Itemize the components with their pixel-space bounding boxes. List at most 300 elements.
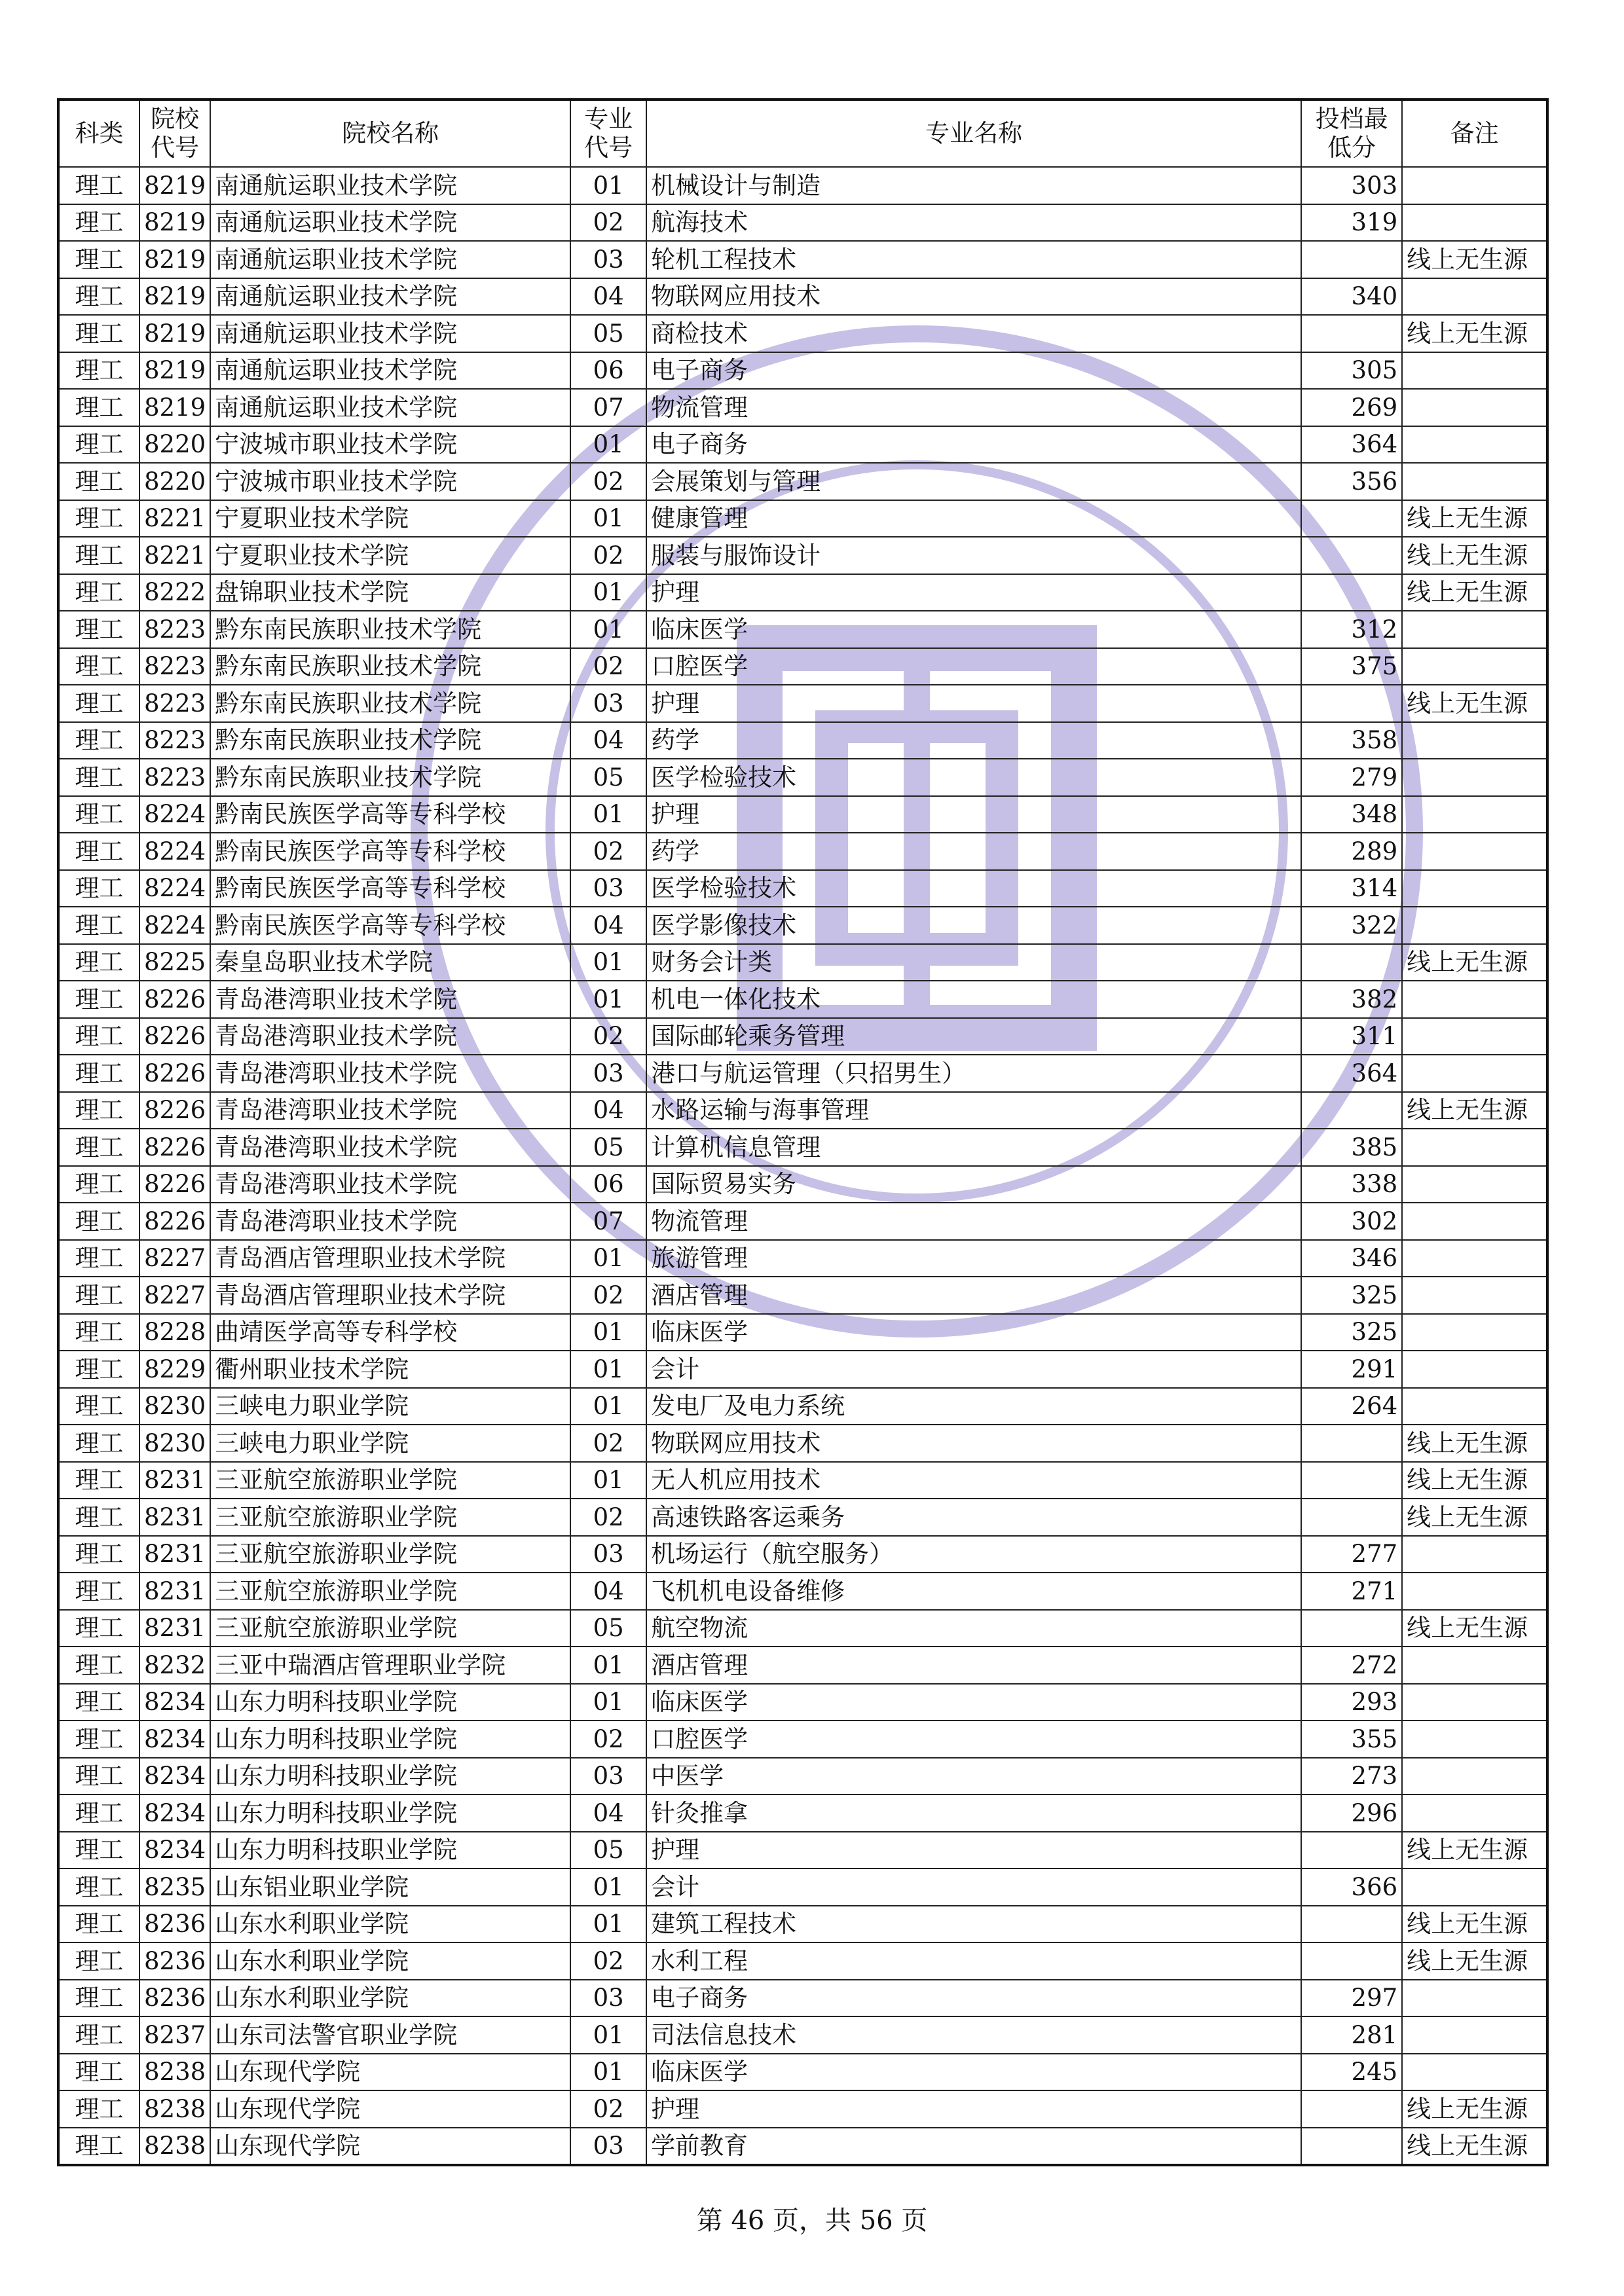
cell-school-code: 8224	[139, 907, 210, 944]
cell-major-code: 01	[570, 1647, 646, 1684]
cell-remark	[1402, 1018, 1547, 1055]
cell-major-name: 护理	[646, 2090, 1301, 2128]
table-row	[58, 537, 1547, 574]
cell-min-score	[1301, 1425, 1402, 1462]
cell-min-score: 325	[1301, 1277, 1402, 1314]
cell-major-code: 07	[570, 1203, 646, 1240]
cell-category: 理工	[58, 1129, 139, 1166]
cell-category: 理工	[58, 796, 139, 833]
cell-school-name: 三亚中瑞酒店管理职业学院	[210, 1647, 570, 1684]
cell-min-score: 312	[1301, 611, 1402, 648]
table-row	[58, 1462, 1547, 1499]
cell-major-code: 01	[570, 1906, 646, 1943]
cell-school-name: 衢州职业技术学院	[210, 1351, 570, 1388]
cell-major-name: 国际贸易实务	[646, 1166, 1301, 1203]
cell-min-score: 277	[1301, 1536, 1402, 1573]
cell-remark	[1402, 759, 1547, 796]
cell-major-code: 04	[570, 907, 646, 944]
cell-remark	[1402, 1314, 1547, 1351]
cell-min-score	[1301, 1906, 1402, 1943]
cell-major-code: 01	[570, 1351, 646, 1388]
cell-remark	[1402, 1055, 1547, 1092]
cell-major-code: 02	[570, 1499, 646, 1536]
table-row	[58, 426, 1547, 464]
cell-school-name: 山东水利职业学院	[210, 1906, 570, 1943]
cell-remark: 线上无生源	[1402, 1462, 1547, 1499]
cell-remark	[1402, 1795, 1547, 1832]
cell-school-name: 黔南民族医学高等专科学校	[210, 833, 570, 870]
cell-category: 理工	[58, 1573, 139, 1610]
cell-remark	[1402, 611, 1547, 648]
cell-min-score: 322	[1301, 907, 1402, 944]
cell-school-name: 黔南民族医学高等专科学校	[210, 796, 570, 833]
cell-min-score: 281	[1301, 2016, 1402, 2054]
cell-school-code: 8226	[139, 1129, 210, 1166]
cell-school-name: 南通航运职业技术学院	[210, 204, 570, 242]
cell-major-name: 商检技术	[646, 315, 1301, 352]
cell-category: 理工	[58, 759, 139, 796]
cell-school-code: 8236	[139, 1942, 210, 1980]
cell-major-code: 01	[570, 2016, 646, 2054]
cell-remark	[1402, 1980, 1547, 2017]
cell-school-code: 8234	[139, 1684, 210, 1721]
cell-major-name: 物联网应用技术	[646, 1425, 1301, 1462]
cell-category: 理工	[58, 611, 139, 648]
cell-remark	[1402, 278, 1547, 316]
cell-remark: 线上无生源	[1402, 2128, 1547, 2166]
table-row	[58, 1351, 1547, 1388]
cell-school-code: 8221	[139, 537, 210, 574]
table-row	[58, 1314, 1547, 1351]
cell-school-name: 黔东南民族职业技术学院	[210, 722, 570, 759]
table-row	[58, 722, 1547, 759]
cell-major-code: 02	[570, 1721, 646, 1758]
cell-major-name: 护理	[646, 685, 1301, 722]
cell-school-name: 宁波城市职业技术学院	[210, 463, 570, 500]
cell-min-score: 375	[1301, 648, 1402, 685]
cell-remark	[1402, 204, 1547, 242]
cell-school-code: 8226	[139, 1166, 210, 1203]
cell-remark: 线上无生源	[1402, 500, 1547, 538]
cell-school-code: 8227	[139, 1277, 210, 1314]
cell-school-name: 青岛酒店管理职业技术学院	[210, 1277, 570, 1314]
cell-major-name: 计算机信息管理	[646, 1129, 1301, 1166]
cell-category: 理工	[58, 574, 139, 611]
table-row	[58, 278, 1547, 316]
cell-school-name: 山东水利职业学院	[210, 1942, 570, 1980]
table-row	[58, 1055, 1547, 1092]
cell-major-code: 01	[570, 1462, 646, 1499]
table-row	[58, 1499, 1547, 1536]
cell-min-score: 364	[1301, 1055, 1402, 1092]
cell-major-name: 临床医学	[646, 1314, 1301, 1351]
cell-min-score: 279	[1301, 759, 1402, 796]
cell-major-name: 医学影像技术	[646, 907, 1301, 944]
cell-min-score	[1301, 574, 1402, 611]
cell-category: 理工	[58, 1240, 139, 1277]
cell-category: 理工	[58, 981, 139, 1018]
table-row	[58, 389, 1547, 426]
cell-major-name: 航海技术	[646, 204, 1301, 242]
cell-major-code: 01	[570, 1684, 646, 1721]
cell-major-code: 01	[570, 426, 646, 464]
cell-school-name: 黔南民族医学高等专科学校	[210, 870, 570, 907]
cell-major-code: 03	[570, 1055, 646, 1092]
cell-category: 理工	[58, 1610, 139, 1647]
cell-remark	[1402, 1203, 1547, 1240]
cell-min-score: 346	[1301, 1240, 1402, 1277]
cell-min-score: 296	[1301, 1795, 1402, 1832]
table-row	[58, 574, 1547, 611]
cell-min-score: 314	[1301, 870, 1402, 907]
cell-school-name: 山东现代学院	[210, 2128, 570, 2166]
cell-remark	[1402, 2016, 1547, 2054]
cell-category: 理工	[58, 2090, 139, 2128]
cell-school-code: 8236	[139, 1906, 210, 1943]
cell-major-name: 会展策划与管理	[646, 463, 1301, 500]
cell-remark: 线上无生源	[1402, 1092, 1547, 1129]
cell-min-score: 325	[1301, 1314, 1402, 1351]
cell-category: 理工	[58, 389, 139, 426]
cell-category: 理工	[58, 1092, 139, 1129]
cell-school-code: 8219	[139, 278, 210, 316]
cell-school-code: 8223	[139, 722, 210, 759]
cell-min-score: 311	[1301, 1018, 1402, 1055]
cell-min-score	[1301, 1462, 1402, 1499]
col-header-major-code: 专业代号	[570, 100, 646, 167]
table-row	[58, 1203, 1547, 1240]
cell-remark	[1402, 648, 1547, 685]
cell-school-code: 8224	[139, 870, 210, 907]
cell-major-name: 护理	[646, 1832, 1301, 1869]
cell-remark: 线上无生源	[1402, 1610, 1547, 1647]
cell-school-name: 秦皇岛职业技术学院	[210, 944, 570, 981]
cell-category: 理工	[58, 2054, 139, 2091]
cell-school-code: 8231	[139, 1573, 210, 1610]
cell-category: 理工	[58, 352, 139, 390]
cell-major-name: 无人机应用技术	[646, 1462, 1301, 1499]
cell-major-code: 02	[570, 1277, 646, 1314]
cell-major-code: 04	[570, 1795, 646, 1832]
cell-school-code: 8223	[139, 611, 210, 648]
cell-major-code: 02	[570, 204, 646, 242]
cell-category: 理工	[58, 685, 139, 722]
cell-school-name: 黔东南民族职业技术学院	[210, 648, 570, 685]
cell-category: 理工	[58, 1684, 139, 1721]
cell-category: 理工	[58, 944, 139, 981]
table-row	[58, 1536, 1547, 1573]
cell-major-code: 02	[570, 1942, 646, 1980]
cell-school-name: 山东现代学院	[210, 2054, 570, 2091]
cell-remark	[1402, 1388, 1547, 1425]
table-row	[58, 500, 1547, 538]
cell-min-score: 293	[1301, 1684, 1402, 1721]
table-row	[58, 1573, 1547, 1610]
cell-major-name: 中医学	[646, 1758, 1301, 1795]
cell-major-name: 医学检验技术	[646, 759, 1301, 796]
cell-category: 理工	[58, 1499, 139, 1536]
cell-major-code: 02	[570, 537, 646, 574]
cell-remark	[1402, 1240, 1547, 1277]
table-row	[58, 1832, 1547, 1869]
table-row	[58, 1018, 1547, 1055]
cell-school-name: 南通航运职业技术学院	[210, 352, 570, 390]
cell-school-code: 8219	[139, 389, 210, 426]
cell-major-name: 轮机工程技术	[646, 241, 1301, 278]
cell-category: 理工	[58, 870, 139, 907]
cell-min-score	[1301, 2128, 1402, 2166]
cell-school-code: 8237	[139, 2016, 210, 2054]
cell-school-name: 南通航运职业技术学院	[210, 389, 570, 426]
cell-remark: 线上无生源	[1402, 241, 1547, 278]
cell-remark	[1402, 1758, 1547, 1795]
cell-major-name: 临床医学	[646, 611, 1301, 648]
cell-min-score	[1301, 1499, 1402, 1536]
cell-remark: 线上无生源	[1402, 1832, 1547, 1869]
cell-school-code: 8224	[139, 833, 210, 870]
table-row	[58, 167, 1547, 204]
cell-school-code: 8231	[139, 1536, 210, 1573]
table-row	[58, 796, 1547, 833]
cell-major-name: 港口与航运管理（只招男生）	[646, 1055, 1301, 1092]
cell-remark	[1402, 1721, 1547, 1758]
cell-remark	[1402, 1536, 1547, 1573]
cell-major-code: 03	[570, 1536, 646, 1573]
cell-major-name: 护理	[646, 574, 1301, 611]
table-row	[58, 1277, 1547, 1314]
cell-major-code: 05	[570, 1610, 646, 1647]
cell-remark	[1402, 426, 1547, 464]
cell-min-score	[1301, 1092, 1402, 1129]
cell-major-name: 机场运行（航空服务）	[646, 1536, 1301, 1573]
cell-major-name: 口腔医学	[646, 1721, 1301, 1758]
cell-major-name: 学前教育	[646, 2128, 1301, 2166]
table-row	[58, 1166, 1547, 1203]
table-row	[58, 1388, 1547, 1425]
cell-school-name: 山东力明科技职业学院	[210, 1684, 570, 1721]
cell-school-name: 南通航运职业技术学院	[210, 241, 570, 278]
cell-category: 理工	[58, 278, 139, 316]
cell-major-name: 电子商务	[646, 1980, 1301, 2017]
cell-school-name: 三亚航空旅游职业学院	[210, 1536, 570, 1573]
cell-major-code: 07	[570, 389, 646, 426]
cell-major-code: 04	[570, 1573, 646, 1610]
cell-school-code: 8223	[139, 759, 210, 796]
cell-min-score: 264	[1301, 1388, 1402, 1425]
cell-category: 理工	[58, 1906, 139, 1943]
cell-school-code: 8225	[139, 944, 210, 981]
cell-major-name: 旅游管理	[646, 1240, 1301, 1277]
cell-school-name: 青岛酒店管理职业技术学院	[210, 1240, 570, 1277]
cell-major-code: 05	[570, 759, 646, 796]
col-header-school-code: 院校代号	[139, 100, 210, 167]
cell-school-code: 8226	[139, 1203, 210, 1240]
cell-major-code: 05	[570, 1832, 646, 1869]
cell-category: 理工	[58, 1868, 139, 1906]
cell-category: 理工	[58, 1351, 139, 1388]
cell-major-code: 01	[570, 1388, 646, 1425]
cell-school-code: 8223	[139, 685, 210, 722]
table-row	[58, 981, 1547, 1018]
col-header-min-score: 投档最低分	[1301, 100, 1402, 167]
cell-category: 理工	[58, 722, 139, 759]
cell-major-name: 机电一体化技术	[646, 981, 1301, 1018]
cell-major-name: 会计	[646, 1351, 1301, 1388]
cell-min-score: 305	[1301, 352, 1402, 390]
cell-school-name: 青岛港湾职业技术学院	[210, 1055, 570, 1092]
table-row	[58, 1425, 1547, 1462]
cell-min-score	[1301, 685, 1402, 722]
cell-school-name: 山东司法警官职业学院	[210, 2016, 570, 2054]
col-header-school-name: 院校名称	[210, 100, 570, 167]
cell-school-name: 南通航运职业技术学院	[210, 167, 570, 204]
cell-min-score: 338	[1301, 1166, 1402, 1203]
cell-school-name: 青岛港湾职业技术学院	[210, 1129, 570, 1166]
cell-min-score: 269	[1301, 389, 1402, 426]
cell-category: 理工	[58, 1721, 139, 1758]
cell-major-code: 02	[570, 1018, 646, 1055]
cell-category: 理工	[58, 1388, 139, 1425]
cell-category: 理工	[58, 204, 139, 242]
cell-major-code: 04	[570, 1092, 646, 1129]
cell-school-code: 8219	[139, 315, 210, 352]
table-row	[58, 870, 1547, 907]
cell-school-code: 8231	[139, 1462, 210, 1499]
cell-school-name: 山东力明科技职业学院	[210, 1721, 570, 1758]
cell-school-code: 8231	[139, 1610, 210, 1647]
cell-major-name: 电子商务	[646, 352, 1301, 390]
table-row	[58, 759, 1547, 796]
cell-school-code: 8234	[139, 1721, 210, 1758]
cell-school-code: 8222	[139, 574, 210, 611]
cell-min-score: 289	[1301, 833, 1402, 870]
table-row	[58, 204, 1547, 242]
table-row	[58, 1721, 1547, 1758]
table-row	[58, 648, 1547, 685]
cell-school-code: 8226	[139, 1092, 210, 1129]
table-row	[58, 1684, 1547, 1721]
table-row	[58, 1980, 1547, 2017]
cell-remark: 线上无生源	[1402, 1499, 1547, 1536]
cell-remark: 线上无生源	[1402, 1942, 1547, 1980]
table-row	[58, 2054, 1547, 2091]
cell-min-score	[1301, 944, 1402, 981]
cell-remark: 线上无生源	[1402, 574, 1547, 611]
table-row	[58, 2090, 1547, 2128]
cell-remark	[1402, 1647, 1547, 1684]
cell-school-code: 8226	[139, 981, 210, 1018]
cell-school-name: 曲靖医学高等专科学校	[210, 1314, 570, 1351]
table-row	[58, 907, 1547, 944]
cell-min-score: 358	[1301, 722, 1402, 759]
table-header-row	[58, 100, 1547, 167]
cell-category: 理工	[58, 1425, 139, 1462]
cell-category: 理工	[58, 1462, 139, 1499]
cell-remark	[1402, 167, 1547, 204]
cell-major-code: 03	[570, 1980, 646, 2017]
table-row	[58, 352, 1547, 390]
cell-remark: 线上无生源	[1402, 944, 1547, 981]
cell-category: 理工	[58, 500, 139, 538]
cell-school-name: 盘锦职业技术学院	[210, 574, 570, 611]
cell-school-name: 南通航运职业技术学院	[210, 278, 570, 316]
cell-remark: 线上无生源	[1402, 537, 1547, 574]
cell-major-code: 03	[570, 685, 646, 722]
cell-school-code: 8223	[139, 648, 210, 685]
table-row	[58, 2128, 1547, 2166]
cell-major-name: 机械设计与制造	[646, 167, 1301, 204]
cell-remark	[1402, 981, 1547, 1018]
cell-major-name: 国际邮轮乘务管理	[646, 1018, 1301, 1055]
cell-major-code: 02	[570, 1425, 646, 1462]
cell-major-name: 航空物流	[646, 1610, 1301, 1647]
cell-remark	[1402, 1277, 1547, 1314]
cell-remark: 线上无生源	[1402, 1906, 1547, 1943]
cell-school-name: 黔东南民族职业技术学院	[210, 611, 570, 648]
cell-category: 理工	[58, 167, 139, 204]
cell-min-score	[1301, 537, 1402, 574]
cell-min-score	[1301, 500, 1402, 538]
cell-major-name: 水路运输与海事管理	[646, 1092, 1301, 1129]
cell-major-name: 水利工程	[646, 1942, 1301, 1980]
cell-major-code: 05	[570, 1129, 646, 1166]
cell-category: 理工	[58, 1758, 139, 1795]
cell-major-name: 物流管理	[646, 1203, 1301, 1240]
cell-school-name: 宁波城市职业技术学院	[210, 426, 570, 464]
page-footer: 第 46 页，共 56 页	[696, 2206, 928, 2236]
cell-school-name: 宁夏职业技术学院	[210, 537, 570, 574]
cell-category: 理工	[58, 1018, 139, 1055]
col-header-remark: 备注	[1402, 100, 1547, 167]
cell-school-name: 三亚航空旅游职业学院	[210, 1499, 570, 1536]
cell-school-name: 山东水利职业学院	[210, 1980, 570, 2017]
cell-school-code: 8228	[139, 1314, 210, 1351]
table-row	[58, 611, 1547, 648]
cell-major-name: 高速铁路客运乘务	[646, 1499, 1301, 1536]
cell-school-name: 青岛港湾职业技术学院	[210, 1092, 570, 1129]
cell-major-name: 发电厂及电力系统	[646, 1388, 1301, 1425]
cell-min-score: 303	[1301, 167, 1402, 204]
cell-category: 理工	[58, 1832, 139, 1869]
cell-category: 理工	[58, 1795, 139, 1832]
cell-school-name: 青岛港湾职业技术学院	[210, 981, 570, 1018]
cell-category: 理工	[58, 1203, 139, 1240]
table-body	[58, 167, 1547, 2165]
cell-major-name: 酒店管理	[646, 1647, 1301, 1684]
cell-major-code: 01	[570, 796, 646, 833]
cell-category: 理工	[58, 1942, 139, 1980]
cell-category: 理工	[58, 537, 139, 574]
cell-remark	[1402, 1684, 1547, 1721]
cell-min-score: 297	[1301, 1980, 1402, 2017]
cell-min-score	[1301, 1942, 1402, 1980]
table-row	[58, 685, 1547, 722]
cell-school-name: 青岛港湾职业技术学院	[210, 1018, 570, 1055]
cell-school-code: 8219	[139, 167, 210, 204]
cell-major-name: 财务会计类	[646, 944, 1301, 981]
cell-category: 理工	[58, 907, 139, 944]
cell-school-name: 黔南民族医学高等专科学校	[210, 907, 570, 944]
cell-remark	[1402, 352, 1547, 390]
cell-school-code: 8219	[139, 241, 210, 278]
cell-major-name: 临床医学	[646, 2054, 1301, 2091]
cell-school-name: 山东力明科技职业学院	[210, 1758, 570, 1795]
cell-school-name: 三亚航空旅游职业学院	[210, 1610, 570, 1647]
cell-min-score: 271	[1301, 1573, 1402, 1610]
cell-major-name: 物流管理	[646, 389, 1301, 426]
cell-major-code: 01	[570, 2054, 646, 2091]
cell-school-code: 8231	[139, 1499, 210, 1536]
